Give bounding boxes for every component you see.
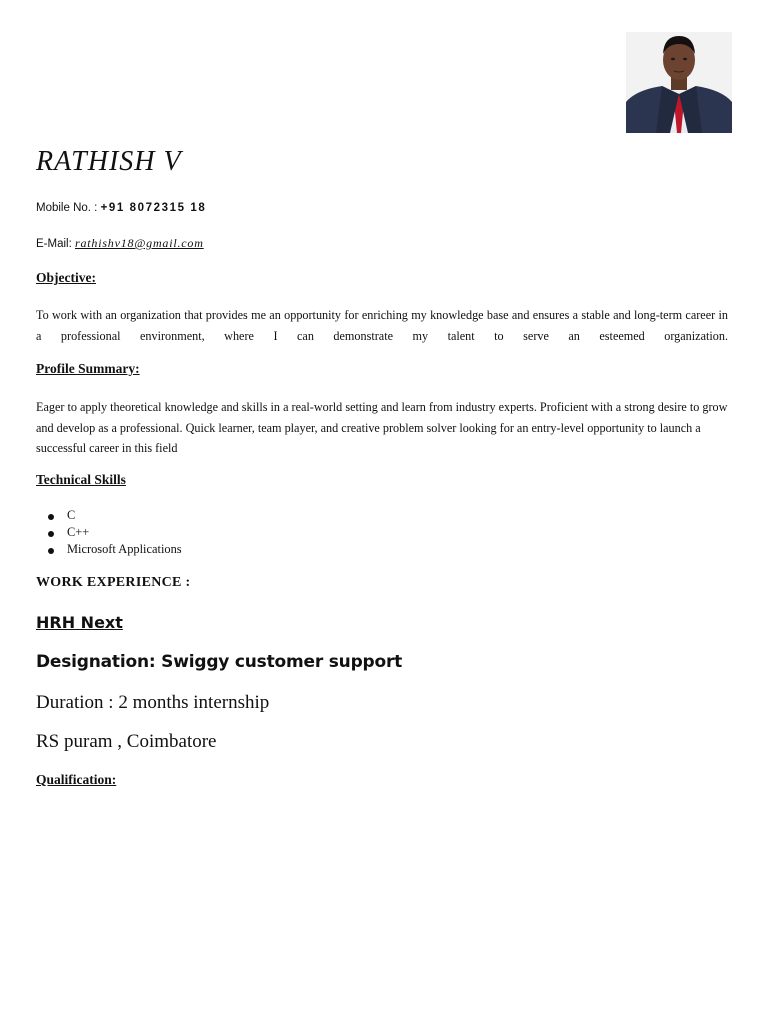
email-label: E-Mail:: [36, 238, 72, 250]
company-name: HRH Next: [36, 613, 123, 632]
email-line: [36, 236, 204, 251]
mobile-line: [36, 202, 206, 214]
profile-photo: [626, 32, 732, 133]
duration: Duration : 2 months internship: [36, 692, 270, 713]
profile-summary-heading: Profile Summary:: [36, 361, 140, 376]
skills-list: [36, 507, 182, 558]
designation: Designation: Swiggy customer support: [36, 652, 403, 672]
work-location: RS puram , Coimbatore: [36, 731, 217, 752]
objective-text: To work with an organization that provides me an opportunity for enriching my knowledge base and ensures a stable and long-term career in a professional environment, where I can demonstrate my talent to serve an esteemed organization.: [36, 308, 728, 343]
candidate-name: RATHISH V: [36, 146, 182, 177]
list-item: C: [36, 507, 182, 524]
work-experience-heading: WORK EXPERIENCE :: [36, 575, 191, 590]
mobile-number: +91 8072315 18: [100, 202, 207, 214]
email-link[interactable]: rathishv18@gmail.com: [74, 236, 204, 250]
objective-heading: Objective:: [36, 270, 96, 285]
list-item: Microsoft Applications: [36, 541, 182, 558]
profile-summary-text: Eager to apply theoretical knowledge and skills in a real-world setting and learn from industry experts. Proficient with a strong desire to grow and develop as a professional. Quick learner, team player, and creative problem solver looking for an entry-level opportunity to launch a successful career in this field: [36, 400, 728, 455]
qualification-heading: Qualification:: [36, 772, 117, 787]
technical-skills-heading: Technical Skills: [36, 472, 126, 487]
list-item: C++: [36, 524, 182, 541]
mobile-label: Mobile No. :: [36, 202, 98, 214]
